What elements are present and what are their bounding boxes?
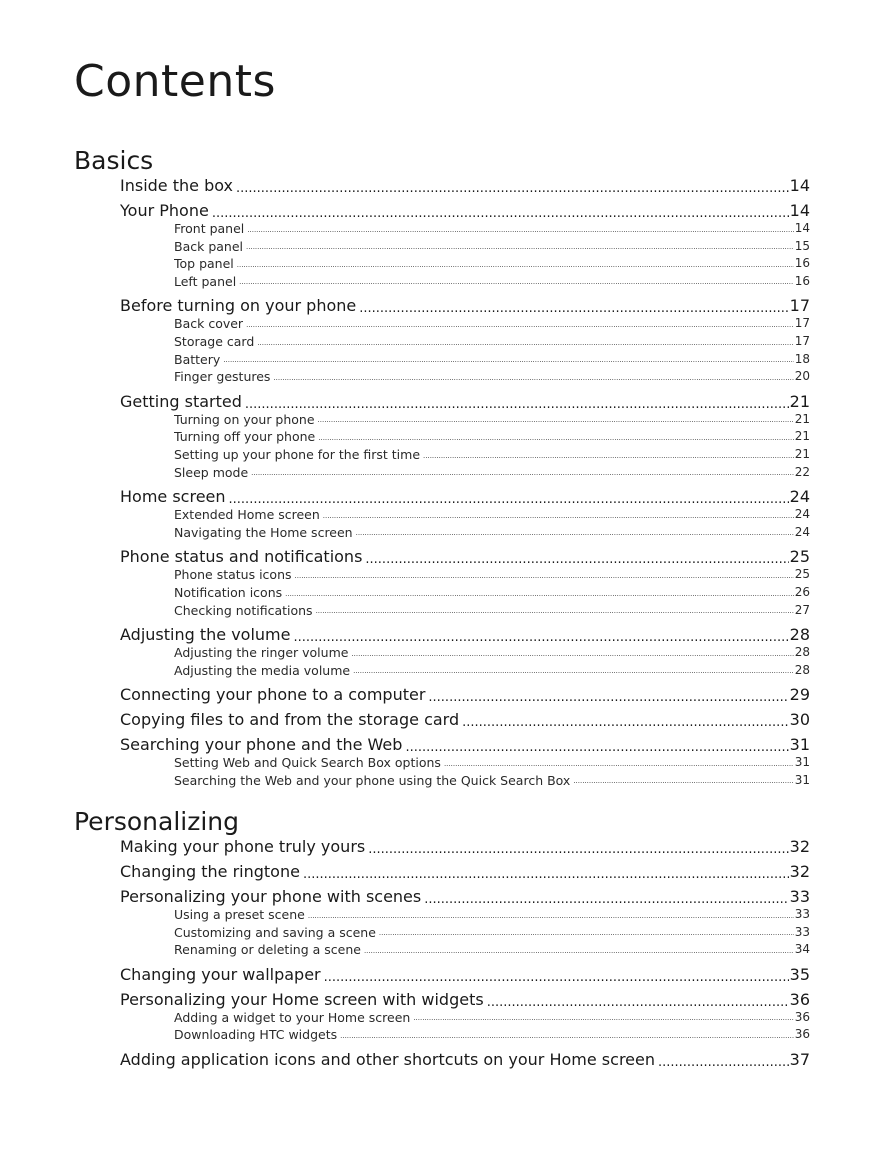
toc-entry-label: Renaming or deleting a scene [174,942,361,958]
dot-leader [351,651,793,658]
dot-leader [444,761,794,768]
toc-entry-label: Checking notifications [174,602,313,618]
toc-entry[interactable] [120,735,810,754]
toc-page-number: 31 [789,735,810,755]
toc-page-number: 17 [794,333,810,348]
toc-page-number: 17 [794,316,810,331]
toc-page-number: 26 [794,584,810,599]
toc-page-number: 36 [789,989,810,1009]
toc-section-personalizing [74,807,814,1069]
dot-leader [365,553,788,566]
toc-subentry[interactable] [174,220,810,238]
toc-page-number: 36 [794,1027,810,1042]
toc-page-number: 24 [789,487,810,507]
toc-entry[interactable] [120,1050,810,1069]
toc-entry-label: Extended Home screen [174,507,320,523]
toc-page-number: 21 [794,446,810,461]
toc-entry-label: Personalizing your Home screen with widgets [120,989,484,1009]
toc-page-number: 31 [794,772,810,787]
dot-leader [285,591,794,598]
toc-entry-label: Back cover [174,316,244,332]
toc-entry-label: Searching your phone and the Web [120,735,403,755]
dot-leader [318,417,794,424]
toc-page-number: 30 [789,710,810,730]
dot-leader [462,716,789,729]
toc-page-number: 18 [794,351,810,366]
dot-leader [293,631,788,644]
toc-entry-label: Adding application icons and other shortcuts on your Home screen [120,1049,655,1069]
dot-leader [295,573,794,580]
toc-page-number: 25 [789,547,810,567]
dot-leader [423,453,794,460]
dot-leader [573,778,793,785]
dot-leader [413,1015,793,1022]
toc-entry[interactable] [120,547,810,566]
toc-entry-label: Finger gestures [174,369,271,385]
toc-page-number: 14 [794,221,810,235]
toc-page-number: 28 [794,662,810,677]
dot-leader [323,513,794,520]
toc-subentry[interactable] [174,906,810,924]
toc-subentry[interactable] [174,566,810,584]
toc-subentry[interactable] [174,255,810,273]
toc-entry[interactable] [120,625,810,644]
dot-leader [246,244,794,251]
toc-page-number: 21 [794,429,810,444]
toc-page-number: 31 [794,755,810,770]
toc-page-number: 21 [789,391,810,411]
section-heading: Basics [74,146,154,175]
toc-entry[interactable] [120,392,810,411]
toc-entry-label: Setting up your phone for the first time [174,446,421,462]
toc-page-number: 14 [789,201,810,220]
toc-subentry[interactable] [174,273,810,291]
toc-entry-label: Downloading HTC widgets [174,1027,338,1043]
toc-entry[interactable] [120,201,810,220]
toc-page-number: 25 [794,567,810,582]
toc-subentry[interactable] [174,602,810,620]
dot-leader [273,375,793,382]
dot-leader [239,279,794,286]
toc-subentry[interactable] [174,411,810,429]
toc-page-number: 35 [789,964,810,984]
section-heading: Personalizing [74,807,240,836]
toc-page-number: 36 [794,1009,810,1024]
dot-leader [308,913,794,920]
toc-section-basics [74,146,814,789]
toc-entry-label: Setting Web and Quick Search Box options [174,755,441,771]
toc-page-number: 16 [794,256,810,271]
page-title: Contents [74,56,276,107]
toc-subentry[interactable] [174,351,810,369]
toc-entry-label: Turning on your phone [174,411,315,427]
toc-page-number: 33 [789,887,810,906]
toc-entry-label: Phone status icons [174,567,292,583]
toc-subentry[interactable] [174,644,810,662]
dot-leader [303,868,789,881]
dot-leader [487,996,789,1009]
dot-leader [223,357,793,364]
toc-subentry[interactable] [174,428,810,446]
toc-entry-label: Before turning on your phone [120,296,357,316]
dot-leader [364,948,794,955]
toc-page-number: 24 [794,507,810,522]
toc-entry-label: Battery [174,351,221,367]
toc-subentry[interactable] [174,754,810,772]
toc-subentry[interactable] [174,662,810,680]
toc-page-number: 33 [794,924,810,939]
dot-leader [257,340,793,347]
toc-subentry[interactable] [174,506,810,524]
toc-page-number: 29 [789,685,810,705]
toc-page-number: 21 [794,411,810,426]
toc-subentry[interactable] [174,1026,810,1044]
dot-leader [405,741,788,754]
toc-entry[interactable] [120,837,810,856]
toc-subentry[interactable] [174,924,810,942]
toc-entry-label: Back panel [174,238,244,254]
dot-leader [428,691,788,704]
dot-leader [212,207,789,220]
toc-entry[interactable] [120,990,810,1009]
toc-page-number: 28 [794,645,810,660]
toc-entry-label: Copying files to and from the storage card [120,710,460,730]
toc-entry[interactable] [120,862,810,881]
toc-entry-label: Your Phone [120,201,209,220]
toc-entry-label: Storage card [174,333,255,349]
dot-leader [353,668,794,675]
toc-entry[interactable] [120,710,810,729]
toc-entry-label: Adjusting the volume [120,625,291,645]
toc-page-number: 17 [789,296,810,316]
toc-entry-label: Turning off your phone [174,429,316,445]
toc-entry-label: Customizing and saving a scene [174,924,376,940]
toc-list [74,176,814,789]
toc-entry-label: Top panel [174,256,234,272]
toc-entry[interactable] [120,965,810,984]
toc-page-number: 33 [794,907,810,921]
toc-list [74,837,814,1069]
dot-leader [324,971,789,984]
toc-entry-label: Adding a widget to your Home screen [174,1009,411,1025]
toc-page-number: 24 [794,524,810,539]
toc-entry-label: Sleep mode [174,464,249,480]
toc-page-number: 22 [794,464,810,479]
dot-leader [359,302,788,315]
toc-subentry[interactable] [174,333,810,351]
toc-page-number: 32 [789,862,810,881]
dot-leader [251,470,794,477]
toc-entry-label: Changing the ringtone [120,862,300,881]
dot-leader [236,182,789,195]
toc-entry-label: Connecting your phone to a computer [120,685,426,705]
toc-entry-label: Front panel [174,221,245,236]
toc-page-number: 34 [794,942,810,957]
dot-leader [379,930,794,937]
dot-leader [368,843,788,856]
toc-entry-label: Adjusting the media volume [174,662,351,678]
toc-entry[interactable] [120,887,810,906]
toc-page-number: 14 [789,176,810,195]
toc-entry-label: Using a preset scene [174,907,305,922]
dot-leader [247,227,793,234]
dot-leader [229,493,789,506]
toc-page-number: 20 [794,369,810,384]
toc-entry-label: Phone status and notifications [120,547,363,567]
toc-entry-label: Home screen [120,487,226,507]
dot-leader [356,530,794,537]
toc-subentry[interactable] [174,464,810,482]
dot-leader [340,1033,794,1040]
toc-entry-label: Changing your wallpaper [120,964,321,984]
dot-leader [658,1056,789,1069]
toc-entry-label: Personalizing your phone with scenes [120,887,422,906]
toc-entry-label: Notification icons [174,584,283,600]
toc-entry-label: Making your phone truly yours [120,837,366,856]
toc-entry-label: Navigating the Home screen [174,524,353,540]
toc-entry-label: Getting started [120,391,242,411]
toc-subentry[interactable] [174,1009,810,1027]
dot-leader [246,322,794,329]
dot-leader [245,398,789,411]
toc-page-number: 27 [794,602,810,617]
dot-leader [237,262,794,269]
toc-subentry[interactable] [174,446,810,464]
toc-subentry[interactable] [174,238,810,256]
toc-page-number: 16 [794,273,810,288]
toc-subentry[interactable] [174,315,810,333]
toc-subentry[interactable] [174,368,810,386]
toc-entry-label: Searching the Web and your phone using the Quick Search Box [174,772,571,788]
toc-entry-label: Adjusting the ringer volume [174,645,349,661]
dot-leader [318,435,793,442]
toc-page-number: 15 [794,238,810,253]
toc-entry[interactable] [120,296,810,315]
toc-page-number: 32 [789,837,810,856]
toc-subentry[interactable] [174,941,810,959]
toc-entry[interactable] [120,685,810,704]
toc-subentry[interactable] [174,772,810,790]
toc-page-number: 28 [789,625,810,645]
toc-entry-label: Inside the box [120,176,233,195]
dot-leader [424,893,788,906]
toc-entry-label: Left panel [174,273,237,289]
toc-subentry[interactable] [174,524,810,542]
toc-entry[interactable] [120,176,810,195]
dot-leader [316,608,794,615]
toc-page-number: 37 [789,1049,810,1069]
toc-entry[interactable] [120,487,810,506]
toc-subentry[interactable] [174,584,810,602]
